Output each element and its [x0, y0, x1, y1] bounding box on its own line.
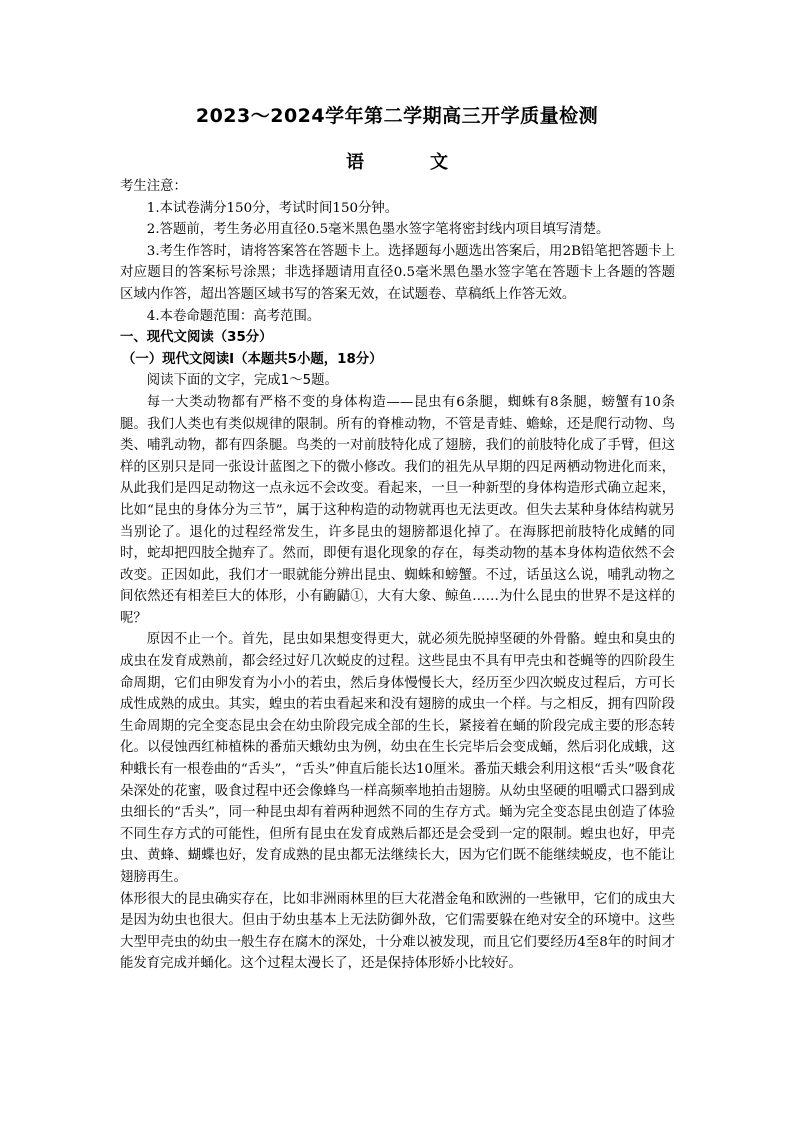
note-item-2: 2.答题前，考生务必用直径0.5毫米黑色墨水签字笔将密封线内项目填写清楚。: [146, 222, 610, 238]
passage-paragraph-1: 每一大类动物都有严格不变的身体构造——昆虫有6条腿，蜘蛛有8条腿，螃蟹有10条腿。我们人类也有类似规律的限制。所有的脊椎动物，不管是青蛙、蟾蜍，还是爬行动物、鸟类、哺乳动物，都有四条腿。鸟类的一对前肢特化成了翅膀，我们的前肢特化成了手臂，但这样的区别只是同一张设计蓝图之下的微小修改。我们的祖先从早期的四足两栖动物进化而来，从此我们是四足动物这一点永远不会改变。看起来，一旦一种新型的身体构造形式确立起来，比如“昆虫的身体分为三节”，属于这种构造的动物就再也无法更改。但失去某种身体结构就另当别论了。退化的过程经常发生，许多昆虫的翅膀都退化掉了。在海豚把前肢特化成鳍的同时，蛇却把四肢全抛弃了。然而，即便有退化现象的存在，每类动物的基本身体构造依然不会改变。正因如此，我们才一眼就能分辨出昆虫、蜘蛛和螃蟹。不过，话虽这么说，哺乳动物之间依然还有相差巨大的体形，小有鼩鼱①，大有大象、鲸鱼……为什么昆虫的世界不是这样的呢？: [120, 394, 675, 626]
note-item-1: 1.本试卷满分150分，考试时间150分钟。: [146, 200, 399, 216]
notes-heading: 考生注意：: [120, 179, 187, 194]
exam-content: [120, 176, 675, 975]
section-heading: 一、现代文阅读（35分）: [120, 330, 273, 346]
exam-title: 2023～2024学年第二学期高三开学质量检测: [195, 105, 599, 127]
passage-paragraph-3: 体形很大的昆虫确实存在，比如非洲雨林里的巨大花潜金龟和欧洲的一些锹甲，它们的成虫大是因为幼虫也很大。但由于幼虫基本上无法防御外敌，它们需要躲在绝对安全的环境中。这些大型甲壳虫的幼虫一般生存在腐木的深处，十分难以被发现，而且它们要经历4至8年的时间才能发育完成并蛹化。这个过程太漫长了，还是保持体形娇小比较好。: [120, 891, 675, 972]
subject-title: 语 文: [346, 152, 472, 173]
note-item-4: 4.本卷命题范围：高考范围。: [146, 308, 321, 324]
note-item-3: 3.考生作答时，请将答案答在答题卡上。选择题每小题选出答案后，用2B铅笔把答题卡上对应题目的答案标号涂黑；非选择题请用直径0.5毫米黑色墨水签字笔在答题卡上各题的答题区域内作答，超出答题区域书写的答案无效，在试题卷、草稿纸上作答无效。: [120, 243, 675, 302]
reading-instruction: 阅读下面的文字，完成1～5题。: [146, 373, 338, 389]
subsection-heading: （一）现代文阅读Ⅰ（本题共5小题，18分）: [122, 351, 383, 367]
passage-paragraph-2: 原因不止一个。首先，昆虫如果想变得更大，就必须先脱掉坚硬的外骨骼。蝗虫和臭虫的成虫在发育成熟前，都会经过好几次蜕皮的过程。这些昆虫不具有甲壳虫和苍蝇等的四阶段生命周期，它们由卵发育为小小的若虫，然后身体慢慢长大，经历至少四次蜕皮过程后，方可长成性成熟的成虫。其实，蝗虫的若虫看起来和没有翅膀的成虫一个样。与之相反，拥有四阶段生命周期的完全变态昆虫会在幼虫阶段完成全部的生长，紧接着在蛹的阶段完成主要的形态转化。以侵蚀西红柿植株的番茄天蛾幼虫为例，幼虫在生长完毕后会变成蛹，然后羽化成蛾，这种蛾长有一根卷曲的“舌头”，“舌头”伸直后能长达10厘米。番茄天蛾会利用这根“舌头”吸食花朵深处的花蜜，吸食过程中还会像蜂鸟一样高频率地拍击翅膀。从幼虫坚硬的咀嚼式口器到成虫细长的“舌头”，同一种昆虫却有着两种迥然不同的生存方式。蛹为完全变态昆虫创造了体验不同生存方式的可能性，但所有昆虫在发育成熟后都还是会受到一定的限制。蝗虫也好，甲壳虫、黄蜂、蝴蝶也好，发育成熟的昆虫都无法继续长大，因为它们既不能继续蜕皮，也不能让翅膀再生。: [120, 632, 675, 885]
